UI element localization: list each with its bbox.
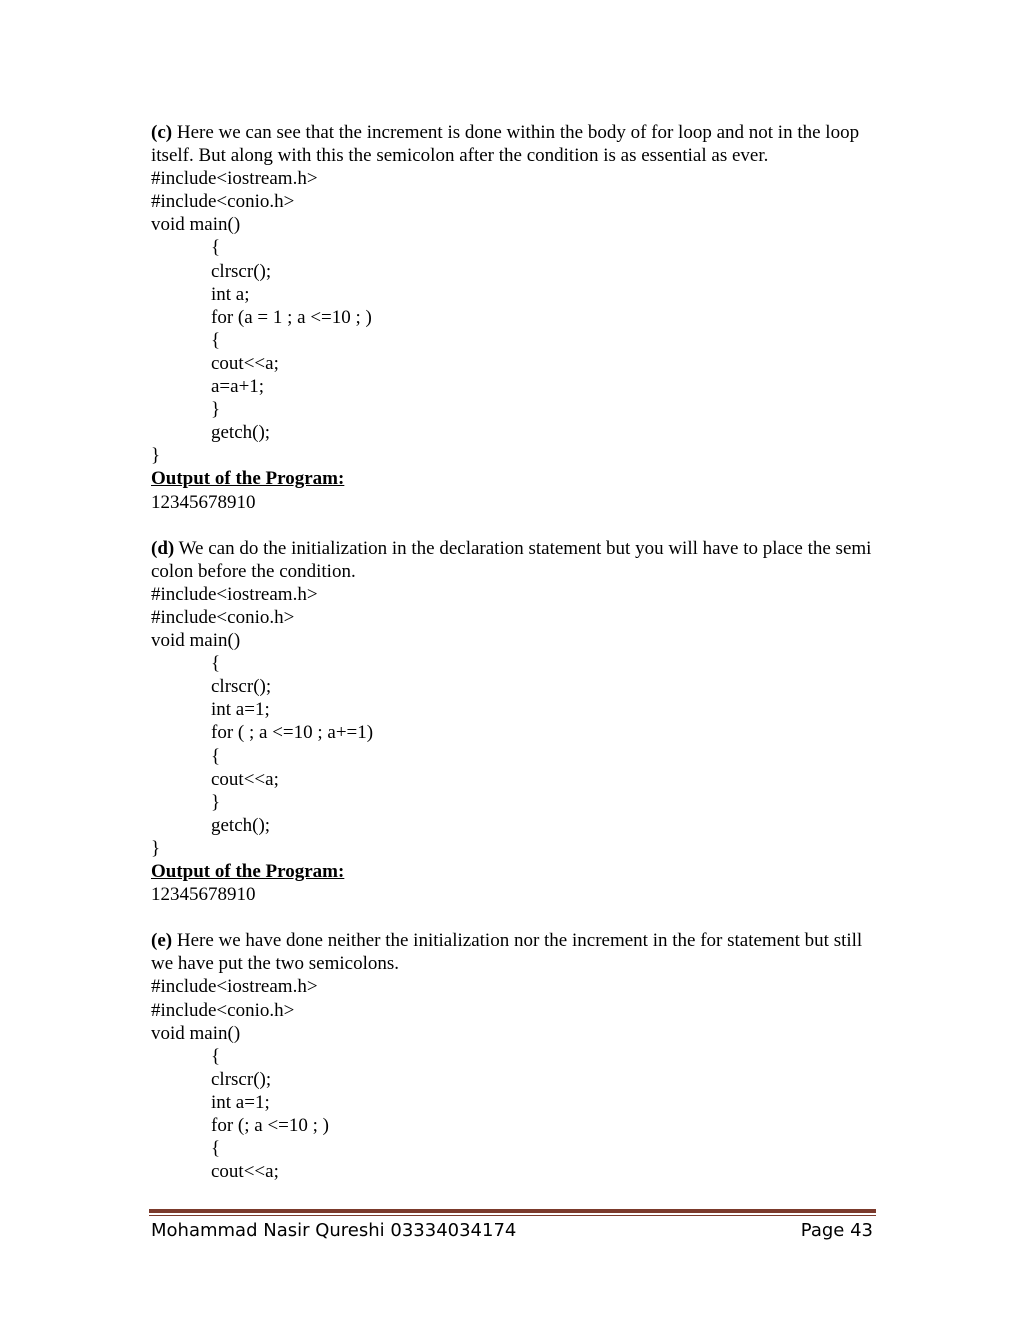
code-line: void main() <box>151 630 241 652</box>
code-line: { <box>211 653 221 675</box>
code-line: #include<conio.h> <box>151 191 295 213</box>
code-line: cout<<a; <box>211 352 279 374</box>
code-line: void main() <box>151 214 241 236</box>
code-line: { <box>211 1138 221 1160</box>
section-spacer <box>151 514 881 537</box>
section-spacer <box>151 906 881 929</box>
code-line: for ( ; a <=10 ; a+=1) <box>211 722 374 744</box>
code-line: clrscr(); <box>211 260 272 282</box>
section-intro-text: Here we have done neither the initialization nor the increment in the for statement but still we have put the two semicolons. <box>151 930 863 975</box>
section-intro-text: Here we can see that the increment is done within the body of for loop and not in the loop itself. But along with this the semicolon after the condition is as essential as ever. <box>151 122 860 167</box>
code-line: clrscr(); <box>211 1068 272 1090</box>
code-line: int a=1; <box>211 699 270 721</box>
code-block <box>151 975 881 1183</box>
footer-author: Mohammad Nasir Qureshi 03334034174 <box>151 1220 517 1241</box>
code-line: { <box>211 329 221 351</box>
section-label: (d) <box>151 537 175 559</box>
section <box>151 121 881 514</box>
code-line: clrscr(); <box>211 676 272 698</box>
code-line: int a=1; <box>211 1091 270 1113</box>
code-block <box>151 167 881 467</box>
code-line: getch(); <box>211 814 271 836</box>
code-block <box>151 583 881 860</box>
code-line: { <box>211 745 221 767</box>
code-line: { <box>211 1045 221 1067</box>
footer-page-number: Page 43 <box>800 1220 873 1241</box>
footer-rule <box>149 1209 876 1213</box>
code-line: int a; <box>211 283 250 305</box>
output-heading: Output of the Program: <box>151 861 345 882</box>
code-line: { <box>211 237 221 259</box>
code-line: cout<<a; <box>211 768 279 790</box>
code-line: for (; a <=10 ; ) <box>211 1115 329 1137</box>
code-line: for (a = 1 ; a <=10 ; ) <box>211 306 372 328</box>
section <box>151 537 881 907</box>
code-line: #include<iostream.h> <box>151 583 318 605</box>
code-line: getch(); <box>211 422 271 444</box>
section-label: (c) <box>151 122 173 143</box>
code-line: #include<conio.h> <box>151 606 295 628</box>
section-intro-text: We can do the initialization in the declaration statement but you will have to place the semi colon before the condition. <box>151 537 872 582</box>
section-label: (e) <box>151 930 173 952</box>
footer-rule-thin <box>149 1215 876 1216</box>
output-value: 12345678910 <box>151 491 256 513</box>
code-line: cout<<a; <box>211 1161 279 1183</box>
code-line: a=a+1; <box>211 376 265 398</box>
section <box>151 929 881 1183</box>
code-line: #include<iostream.h> <box>151 168 318 190</box>
section-intro <box>151 537 881 583</box>
code-line: } <box>211 791 221 813</box>
section-intro <box>151 121 881 167</box>
output-heading: Output of the Program: <box>151 468 345 490</box>
code-line: } <box>211 399 221 421</box>
section-intro <box>151 929 881 975</box>
code-line: } <box>151 837 161 859</box>
code-line: #include<iostream.h> <box>151 976 318 998</box>
code-line: #include<conio.h> <box>151 999 295 1021</box>
code-line: void main() <box>151 1022 241 1044</box>
output-value: 12345678910 <box>151 884 256 906</box>
page-body <box>151 121 881 1183</box>
code-line: } <box>151 445 161 467</box>
